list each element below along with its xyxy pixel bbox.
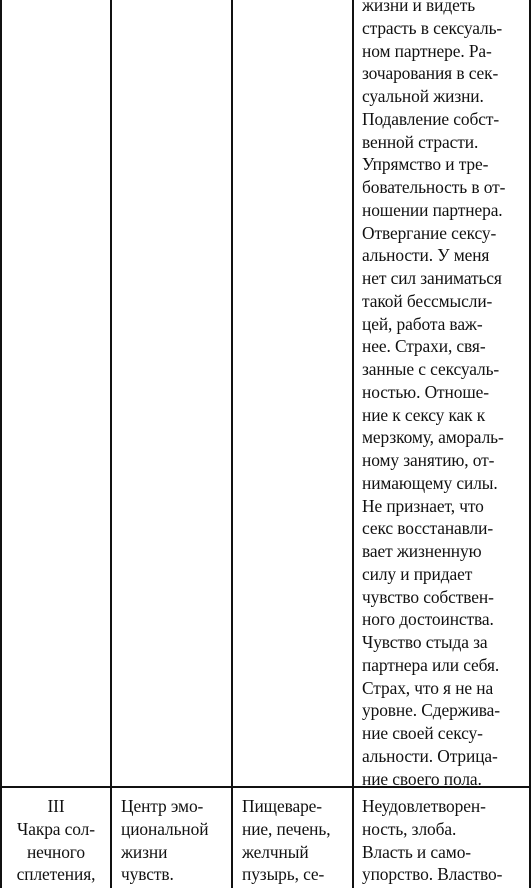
organs-text-line: пузырь, се-: [242, 864, 325, 885]
continuation-text-line: альности. Отрица-: [362, 745, 498, 766]
continuation-text-line: ние к сексу как к: [362, 404, 486, 425]
table-rule-left: [0, 0, 2, 888]
chakra-name-text-line: сплетения,: [16, 864, 96, 885]
continuation-text-line: такой бессмысли-: [362, 290, 493, 311]
table-cell-continuation: [362, 0, 505, 790]
continuation-text-line: ного достоинства.: [362, 609, 494, 630]
table-cell-problems: [362, 795, 502, 886]
continuation-text-line: ном партнере. Ра-: [362, 40, 492, 61]
continuation-text-line: ние своей сексу-: [362, 723, 483, 743]
chakra-name-text-line: Чакра сол-: [17, 818, 95, 839]
continuation-text-line: ношении партнера.: [362, 199, 503, 220]
table-cell-chakra-name: [4, 795, 108, 886]
chakra-name-text-line: нечного: [26, 841, 86, 862]
continuation-text-line: Подавление собст-: [362, 108, 500, 129]
continuation-text-line: суальной жизни.: [362, 86, 484, 106]
continuation-text-line: вает жизненную: [362, 541, 482, 561]
continuation-text-line: чувство собствен-: [362, 586, 494, 607]
organs-text-line: Пищеваре-: [242, 796, 322, 816]
continuation-text-line: нимающему силы.: [362, 472, 498, 493]
organs-text-line: ние, печень,: [242, 818, 331, 839]
continuation-text-line: занные с сексуаль-: [362, 359, 500, 379]
continuation-text-line: ному занятию, от-: [362, 450, 495, 470]
problems-text-line: упорство. Властво-: [362, 864, 503, 885]
center-text-line: чувств.: [121, 864, 174, 885]
continuation-text-line: бовательность в от-: [362, 177, 506, 197]
continuation-text-line: зочарования в сек-: [362, 63, 499, 84]
continuation-text-line: ностью. Отноше-: [362, 381, 489, 402]
chakra-name-text-line: III: [47, 796, 65, 816]
problems-text-line: Неудовлетворен-: [362, 796, 486, 816]
continuation-text-line: жизни и видеть: [362, 0, 476, 15]
continuation-text-line: Упрямство и тре-: [362, 154, 489, 175]
continuation-text-line: мерзкому, амораль-: [362, 427, 504, 448]
table-cell-organs: [242, 795, 330, 886]
center-text-line: циональной: [121, 818, 209, 839]
problems-text-line: ность, злоба.: [362, 818, 457, 839]
center-text-line: жизни: [121, 841, 168, 862]
continuation-text-line: ние своего пола.: [362, 768, 482, 789]
continuation-text-line: Чувство стыда за: [362, 632, 488, 652]
continuation-text-line: Страх, что я не на: [362, 677, 494, 698]
continuation-text-line: партнера или себя.: [362, 654, 500, 675]
continuation-text-line: уровне. Сдержива-: [362, 700, 500, 721]
continuation-text-line: силу и придает: [362, 563, 473, 584]
table-rule-col2: [231, 0, 233, 888]
table-rule-col3: [352, 0, 354, 888]
continuation-text-line: нее. Страхи, свя-: [362, 336, 486, 357]
continuation-text-line: нет сил заниматься: [362, 268, 502, 288]
organs-text-line: желчный: [242, 841, 309, 862]
continuation-text-line: альности. У меня: [362, 245, 490, 266]
center-text-line: Центр эмо-: [121, 796, 204, 816]
continuation-text-line: страсть в сексуаль-: [362, 17, 503, 38]
table-rule-col1: [110, 0, 112, 888]
continuation-text-line: секс восстанавли-: [362, 518, 494, 539]
continuation-text-line: венной страсти.: [362, 131, 479, 152]
continuation-text-line: Не признает, что: [362, 495, 484, 516]
continuation-text-line: цей, работа важ-: [362, 313, 483, 334]
table-rule-right: [529, 0, 531, 888]
table-cell-center: [121, 795, 208, 886]
problems-text-line: Власть и само-: [362, 841, 471, 862]
continuation-text-line: Отвергание сексу-: [362, 222, 497, 243]
